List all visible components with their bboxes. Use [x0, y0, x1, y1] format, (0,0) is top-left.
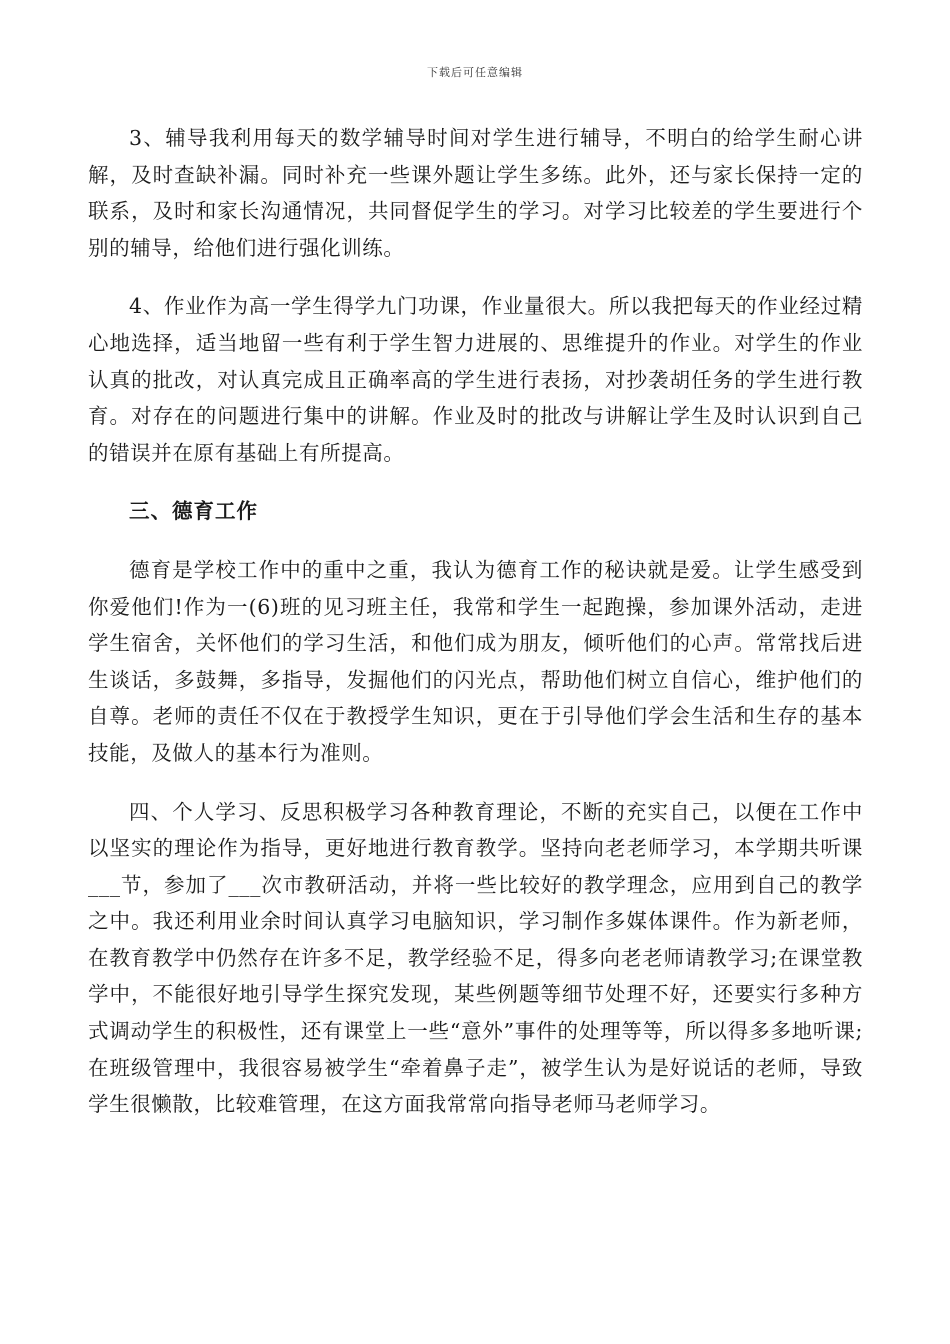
document-body: [88, 120, 863, 1145]
paragraph-personal-study: 四、个人学习、反思积极学习各种教育理论，不断的充实自己，以便在工作中以坚实的理论作为指导，更好地进行教育教学。坚持向老老师学习，本学期共听课___节，参加了___次市教研活动，并将一些比较好的教学理念，应用到自己的教学之中。我还利用业余时间认真学习电脑知识，学习制作多媒体课件。作为新老师，在教育教学中仍然存在许多不足，教学经验不足，得多向老老师请教学习;在课堂教学中，不能很好地引导学生探究发现，某些例题等细节处理不好，还要实行多种方式调动学生的积极性，还有课堂上一些“意外”事件的处理等等，所以得多多地听课;在班级管理中，我很容易被学生“牵着鼻子走”，被学生认为是好说话的老师，导致学生很懒散，比较难管理，在这方面我常常向指导老师马老师学习。: [88, 799, 863, 1117]
page-header-note: 下载后可任意编辑: [427, 66, 523, 79]
paragraph-tutoring: 3、辅导我利用每天的数学辅导时间对学生进行辅导，不明白的给学生耐心讲解，及时查缺补漏。同时补充一些课外题让学生多练。此外，还与家长保持一定的联系，及时和家长沟通情况，共同督促学生的学习。对学习比较差的学生要进行个别的辅导，给他们进行强化训练。: [88, 126, 863, 260]
paragraph-homework: 4、作业作为高一学生得学九门功课，作业量很大。所以我把每天的作业经过精心地选择，适当地留一些有利于学生智力进展的、思维提升的作业。对学生的作业认真的批改，对认真完成且正确率高的学生进行表扬，对抄袭胡任务的学生进行教育。对存在的问题进行集中的讲解。作业及时的批改与讲解让学生及时认识到自己的错误并在原有基础上有所提高。: [88, 294, 863, 465]
paragraph-moral-education: 德育是学校工作中的重中之重，我认为德育工作的秘诀就是爱。让学生感受到你爱他们!作为一(6)班的见习班主任，我常和学生一起跑操，参加课外活动，走进学生宿舍，关怀他们的学习生活，和他们成为朋友，倾听他们的心声。常常找后进生谈话，多鼓舞，多指导，发掘他们的闪光点，帮助他们树立自信心，维护他们的自尊。老师的责任不仅在于教授学生知识，更在于引导他们学会生活和生存的基本技能，及做人的基本行为准则。: [88, 557, 863, 765]
section-heading-moral-education: 三、德育工作: [129, 499, 258, 524]
